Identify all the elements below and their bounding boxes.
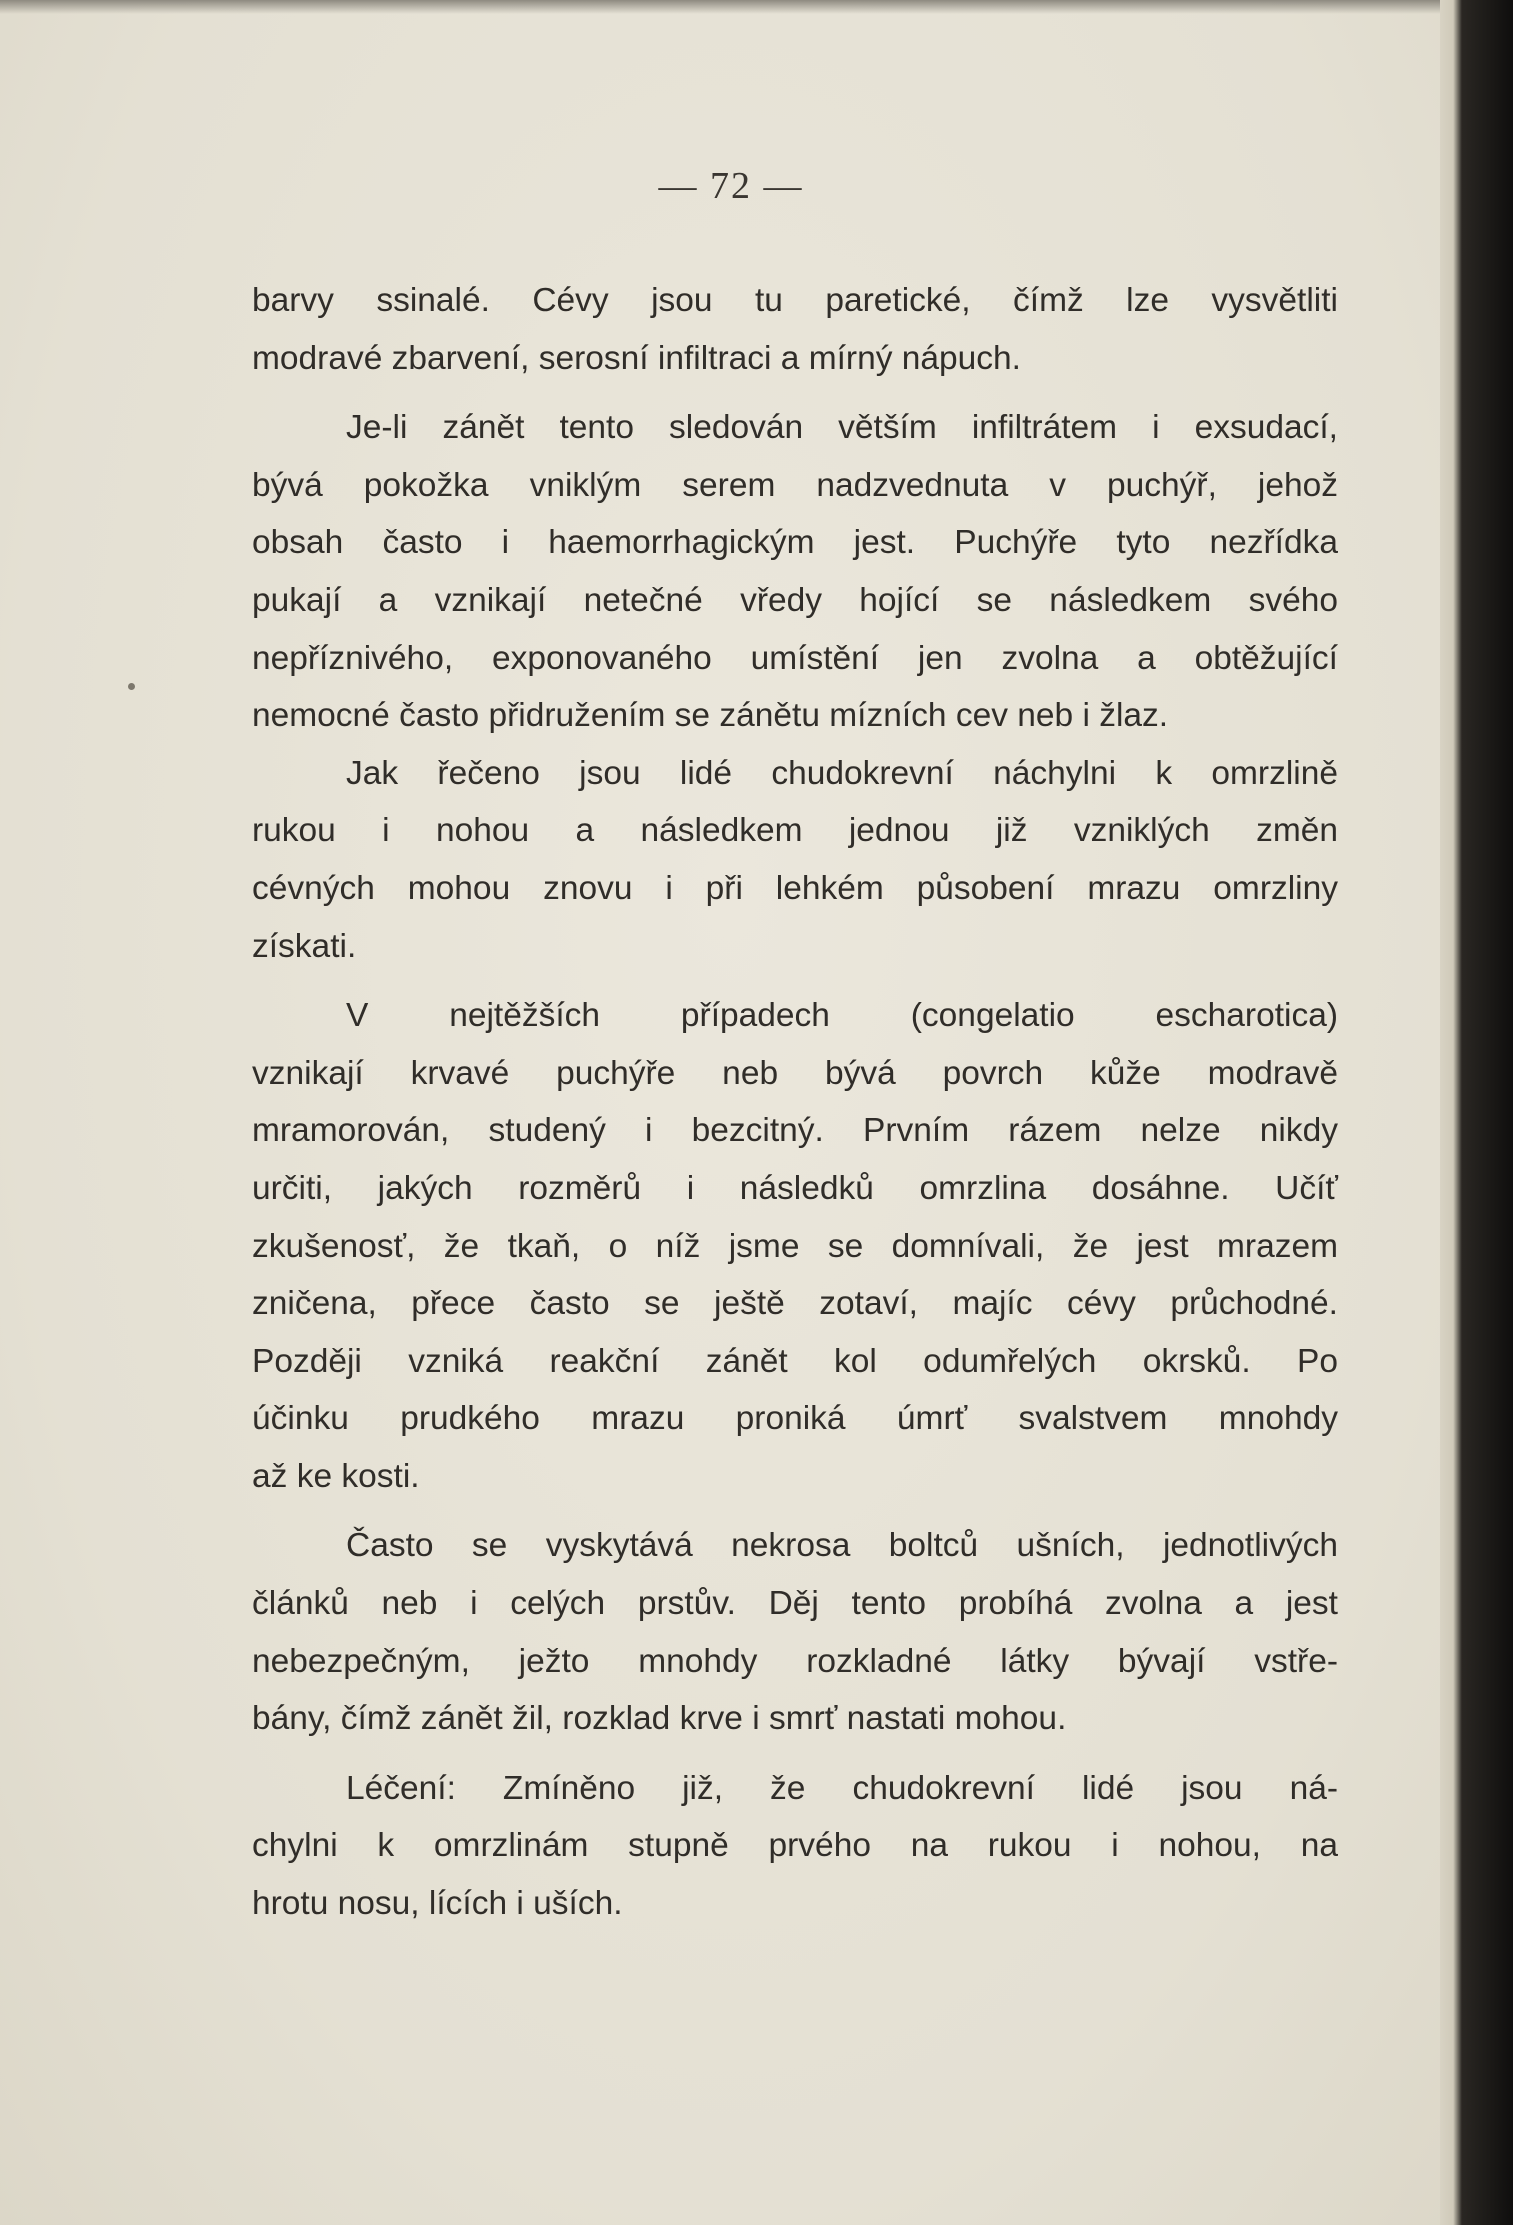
text-line: určiti, jakých rozměrů i následků omrzlina dosáhne. Učíť: [252, 1169, 1338, 1207]
page-speck: [128, 683, 135, 690]
page-number-header: — 72 —: [658, 165, 804, 207]
text-line: nebezpečným, ježto mnohdy rozkladné látky bývají vstře-: [252, 1642, 1338, 1680]
text-line: Je-li zánět tento sledován větším infiltrátem i exsudací,: [346, 409, 1338, 447]
paragraph-3: [252, 745, 1338, 975]
book-gutter-shadow: [1440, 0, 1513, 2225]
text-line: chylni k omrzlinám stupně prvého na rukou i nohou, na: [252, 1827, 1338, 1865]
text-line: Často se vyskytává nekrosa boltců ušních, jednotlivých: [346, 1527, 1338, 1565]
page-top-shadow: [0, 0, 1462, 14]
text-line: mramorován, studený i bezcitný. Prvním rázem nelze nikdy: [252, 1112, 1338, 1150]
text-line: až ke kosti.: [252, 1457, 420, 1495]
text-line: Později vzniká reakční zánět kol odumřelých okrsků. Po: [252, 1342, 1338, 1380]
text-line: článků neb i celých prstův. Děj tento probíhá zvolna a jest: [252, 1585, 1338, 1623]
text-line: hrotu nosu, lících i uších.: [252, 1885, 623, 1923]
text-line: zkušenosť, že tkaň, o níž jsme se domnívali, že jest mrazem: [252, 1227, 1338, 1265]
paragraph-4: [252, 987, 1338, 1505]
body-text: [252, 272, 1338, 1933]
text-line: bány, čímž zánět žil, rozklad krve i smrť nastati mohou.: [252, 1700, 1067, 1738]
text-line: obsah často i haemorrhagickým jest. Puchýře tyto nezřídka: [252, 524, 1338, 562]
text-line: získati.: [252, 927, 357, 965]
text-line: Léčení: Zmíněno již, že chudokrevní lidé jsou ná-: [346, 1769, 1338, 1807]
text-line: vznikají krvavé puchýře neb bývá povrch kůže modravě: [252, 1054, 1338, 1092]
text-line: nemocné často přidružením se zánětu mízních cev neb i žlaz.: [252, 697, 1169, 735]
text-line: cévných mohou znovu i při lehkém působení mrazu omrzliny: [252, 869, 1338, 907]
text-line: bývá pokožka vniklým serem nadzvednuta v puchýř, jehož: [252, 466, 1338, 504]
text-line: pukají a vznikají netečné vředy hojící se následkem svého: [252, 581, 1338, 619]
paragraph-1: [252, 272, 1338, 387]
paragraph-2: [252, 399, 1338, 745]
paragraph-5: [252, 1517, 1338, 1747]
text-line: rukou i nohou a následkem jednou již vzniklých změn: [252, 812, 1338, 850]
text-line: účinku prudkého mrazu proniká úmrť svalstvem mnohdy: [252, 1400, 1338, 1438]
text-line: zničena, přece často se ještě zotaví, majíc cévy průchodné.: [252, 1285, 1338, 1323]
text-line: barvy ssinalé. Cévy jsou tu paretické, čímž lze vysvětliti: [252, 282, 1338, 319]
text-line: nepříznivého, exponovaného umístění jen zvolna a obtěžující: [252, 639, 1338, 677]
text-line: V nejtěžších případech (congelatio escharotica): [346, 997, 1338, 1035]
paragraph-6: [252, 1760, 1338, 1933]
text-line: modravé zbarvení, serosní infiltraci a mírný nápuch.: [252, 339, 1021, 377]
text-line: Jak řečeno jsou lidé chudokrevní náchylni k omrzlině: [346, 754, 1338, 792]
